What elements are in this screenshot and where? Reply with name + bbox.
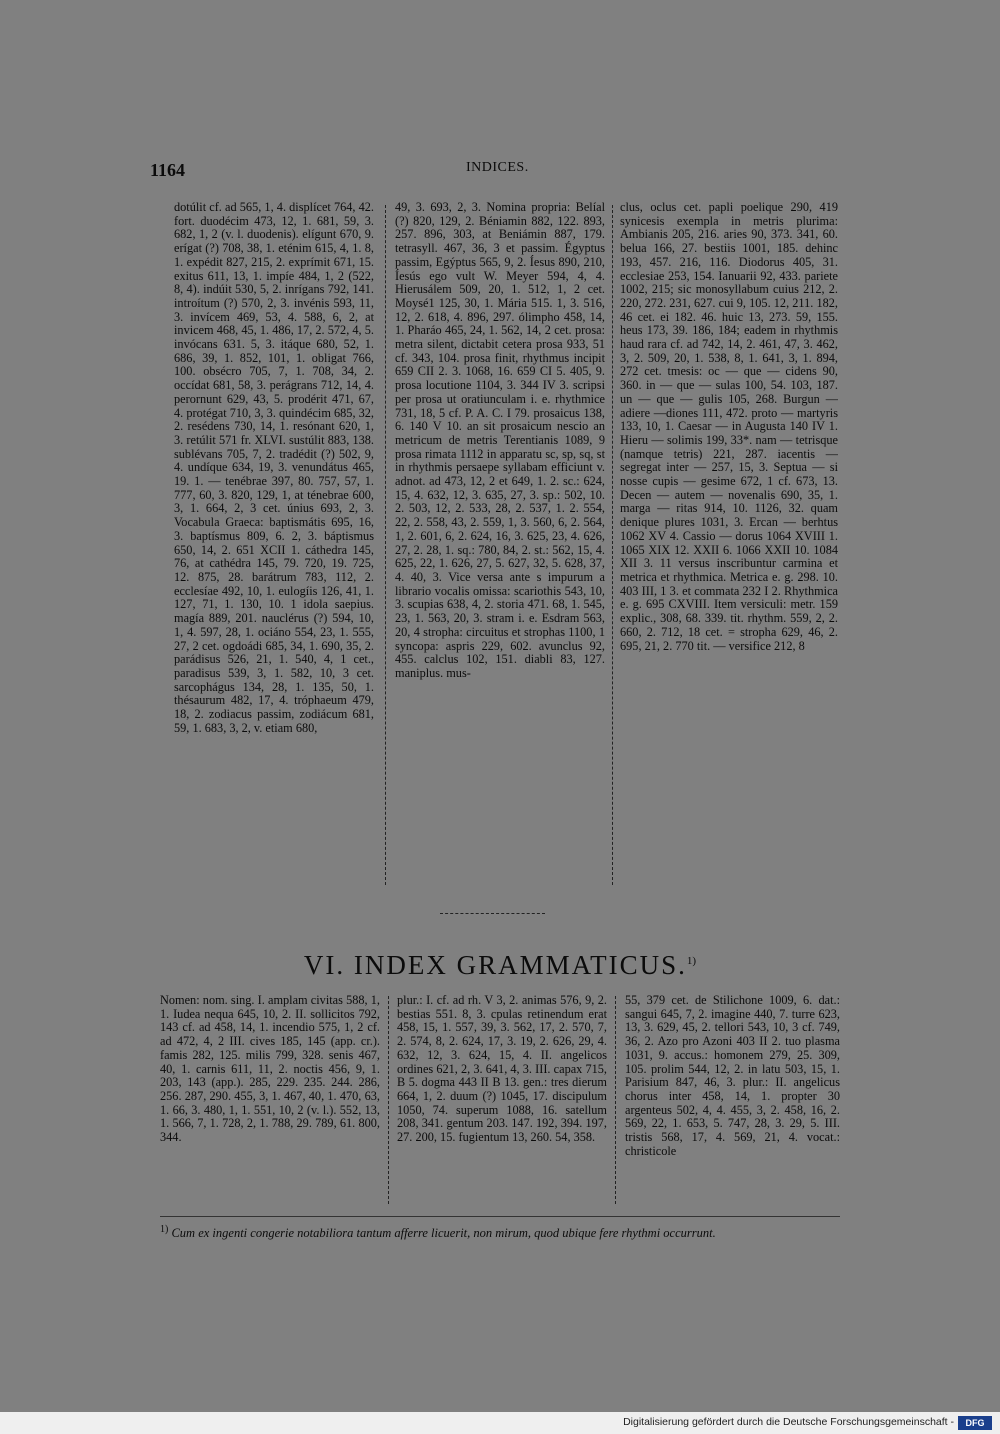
section-divider xyxy=(440,913,545,914)
footnote xyxy=(160,1222,840,1241)
index-column-2: 49, 3. 693, 2, 3. Nomina propria: Belíal (?) 820, 129, 2. Béniamin 882, 122. 893, 257. 896, 303, at Beniámin 887, 179. tetrasyll. 467, 36, 3 et passim. Égyptus passim, Egýptus 565, 9, 2. Íesus 890, 210, Íesús ego vult W. Meyer 594, 4, 4. Hierusálem 509, 20, 1. 512, 1, 2 cet. Moysé1 125, 30, 1. Mária 515. 1, 3. 516, 12, 2. 618, 4. 896, 297. ólimpho 458, 14, 1. Pharáo 465, 24, 1. 562, 14, 2 cet. prosa: metra silent, dictabit cetera prosa 933, 51 cf. 343, 104. prosa finit, rhythmus incipit 659 CII 2. 3. 1068, 16. 659 CI 5. 405, 9. prosa locutione 1104, 3. 344 IV 3. scripsi per prosa ut oratiunculam i. e. rhythmice 731, 18, 5 cf. P. A. C. I 79. prosaicus 138, 6. 140 V 10. an sit prosaicum nescio an metricum de metris Terentianis 1089, 9 prosa rimata 1112 in apparatu sc, sp, sq, st in rhythmis persaepe syllabam efficiunt v. adnot. ad 473, 12, 2 et 649, 1. 2. sc.: 624, 15, 4. 632, 12, 3. 635, 27, 3. sp.: 502, 10. 2. 503, 12, 2. 533, 28, 2. 537, 1. 2. 554, 22, 2. 558, 43, 2. 559, 1, 3. 560, 6, 2. 564, 1, 2. 601, 6, 2. 624, 16, 3. 625, 23, 4. 626, 27, 2. 28, 1. sq.: 780, 84, 2. st.: 562, 15, 4. 625, 22, 1. 626, 27, 5. 627, 32, 5. 628, 37, 4. 40, 3. Vice versa ante s impurum a librario vocalis omissa: scariothis 543, 10, 3. scupias 638, 4, 2. storia 471. 68, 1. 545, 23, 1. 563, 20, 3. stram i. e. Esdram 563, 20, 4 stropha: circuitus et strophas 1100, 1 syncopa: aspris 229, 602. avunclus 92, 455. calclus 102, 151. diabli 83, 127. maniplus. mus- xyxy=(395,201,605,680)
index-column-1: dotúlit cf. ad 565, 1, 4. displícet 764, 42. fort. duodécim 473, 12, 1. 681, 59, 3. 682, 1, 2 (v. l. duodenis). elígunt 670, 9. erígat (?) 708, 38, 1. eténim 615, 4, 1. 8, 1. expédit 827, 215, 2. exprímit 671, 15. exitus 611, 13, 1. impíe 484, 1, 2 (522, 8, 4). indúit 530, 5, 2. inrígans 792, 141. introítum (?) 570, 2, 3. invénis 593, 11, 3. invícem 469, 53, 4. 588, 6, 2, at invicem 468, 45, 1. 486, 17, 2. 572, 4, 5. invócans 631. 5, 3. itáque 680, 52, 1. 686, 39, 1. 852, 101, 1. obligat 766, 100. obsécro 705, 7, 1. 708, 34, 2. occídat 681, 58, 3. perágrans 712, 14, 4. perornunt 629, 43, 5. prodérit 471, 67, 4. protégat 710, 3, 3. quindécim 685, 32, 2. resédens 730, 14, 1. resónant 620, 1, 3. retúlit 571 fr. XLVI. sustúlit 883, 138. sublévans 705, 7, 2. tradédit (?) 502, 9, 4. undíque 634, 19, 3. venundátus 465, 19. 1. — tenébrae 397, 80. 757, 57, 1. 777, 60, 3. 820, 129, 1, at ténebrae 600, 3, 1. 664, 2, 3 cet. únius 693, 2, 3. Vocabula Graeca: baptismátis 695, 16, 3. baptísmus 809, 6. 2, 3. báptismus 650, 14, 2. 651 XCII 1. cáthedra 145, 76, at cathédra 145, 79. 720, 19. 725, 12. 875, 28. barátrum 783, 112, 2. ecclesíae 492, 10, 1. eulogíis 126, 41, 1. 127, 71, 1. 130, 10. 1 idola saepius. magía 889, 201. nauclérus (?) 594, 10, 1, 4. 597, 28, 1. ociáno 554, 23, 1. 555, 27, 2 cet. ogdoádi 685, 34, 1. 690, 35, 2. parádisus 526, 21, 1. 540, 4, 1 cet., paradisus 539, 3, 1. 582, 10, 3 cet. sarcophágus 134, 28, 1. 135, 50, 1. thésaurum 482, 17, 4. tróphaeum 479, 18, 2. zodiacus passim, zodiácum 681, 59, 1. 683, 3, 2, v. etiam 680, xyxy=(174,201,374,735)
index-column-3: clus, oclus cet. papli poelique 290, 419 synicesis exempla in metris plurima: Ambianis 205, 216. aries 90, 373. 341, 60. belua 166, 27. bestiis 1001, 185. dehinc 193, 457. 216, 116. Diodorus 405, 31. ecclesiae 253, 154. Ianuarii 92, 433. pariete 1002, 215; sic monosyllabum cuius 212, 2. 220, 272. 231, 627. cui 9, 105. 12, 211. 182, 46 cet. ei 182. 46. huic 13, 273. 59, 155. heus 173, 39. 186, 184; eadem in rhythmis haud rara cf. ad 742, 14, 2. 461, 47, 3. 462, 3, 2. 509, 20, 1. 538, 8, 1. 641, 3, 1. 894, 272 cet. tmesis: oc — que — cidens 90, 360. in — que — sulas 100, 54. 103, 187. un — que — gulis 105, 268. Burgun — adiere —diones 111, 472. proto — martyris 133, 10, 1. Caesar — in Augusta 140 IV 1. Hieru — solimis 199, 33*. nam — tetrisque (namque tetris) 221, 287. iacentis — segregat inter — 257, 15, 3. Septua — si nosse cupis — gesime 672, 1 cf. 673, 13. Decen — autem — novenalis 690, 35, 1. marga — ritas 914, 10. 1126, 32. quam denique plures 1031, 3. Ercan — berhtus 1062 XV 4. Cassio — dorus 1064 XVIII 1. 1065 XIX 12. XXII 6. 1066 XXII 10. 1084 XII 3. 11 versus inscribuntur carmina et metrica et rhythmica. Metrica e. g. 298. 10. 403 III, 1 3. et commata 232 I 2. Rhythmica e. g. 695 CXVIII. Item versiculi: metr. 159 explic., 308, 68. 339. tit. rhythm. 559, 2, 2. 660, 2. 712, 18 cet. = stropha 629, 46, 2. 695, 21, 2. 770 tit. — versifice 212, 8 xyxy=(620,201,838,653)
running-head: INDICES. xyxy=(466,160,529,175)
section-title-text: VI. INDEX GRAMMATICUS. xyxy=(303,950,687,980)
footnote-text: Cum ex ingenti congerie notabiliora tantum afferre licuerit, non mirum, quod ubique fere rhythmi occurrunt. xyxy=(171,1226,716,1241)
footnote-reference: 1) xyxy=(686,955,697,967)
section-title xyxy=(160,950,840,981)
footnote-mark: 1) xyxy=(160,1224,169,1235)
grammar-column-3: 55, 379 cet. de Stilichone 1009, 6. dat.: sangui 645, 7, 2. imagine 440, 7. turre 623, 13, 3. 629, 45, 2. tellori 543, 10, 3 cf. 749, 36, 2. Azo pro Azoni 403 II 2. tuo plasma 1031, 9. accus.: homonem 279, 25. 309, 105. prolim 544, 12, 2. in latu 503, 15, 1. Parisium 847, 46, 3. plur.: II. angelicus chorus inter 458, 14, 1. propter 30 argenteus 502, 4, 4. 455, 3, 2. 458, 16, 2. 569, 22, 1. 653, 5. 747, 28, 3. 29, 5. III. tristis 568, 17, 4. 569, 21, 4. vocat.: christicole xyxy=(625,994,840,1158)
grammar-column-2: plur.: I. cf. ad rh. V 3, 2. animas 576, 9, 2. bestias 551. 8, 3. cpulas retinendum erat 458, 15, 1. 557, 39, 3. 562, 17, 2. 570, 7, 2. 574, 8, 2. 624, 17, 3. 19, 2. 626, 29, 4. 632, 12, 3. 624, 15, 4. II. angelicos ordines 621, 2, 3. 641, 4, 3. III. capax 715, B 5. dogma 443 II B 13. gen.: tres dierum 664, 1, 2. duum (?) 1045, 17. discipulum 1050, 74. superum 1088, 16. satellum 208, 341. gentum 203. 147. 192, 394. 197, 27. 200, 15. fugientum 13, 260. 54, 358. xyxy=(397,994,607,1145)
column-rule xyxy=(615,996,617,1204)
dfg-logo[interactable]: DFG xyxy=(958,1416,992,1430)
grammar-column-1: Nomen: nom. sing. I. amplam civitas 588, 1, 1. Iudea nequa 645, 10, 2. II. sollicitos 792, 143 cf. ad 458, 14, 1. incendio 575, 1, 2 cf. ad 472, 4, 2 III. cives 185, 145 (app. cr.). famis 282, 125. milis 799, 328. senis 467, 40, 1. carnis 611, 11, 2. noctis 456, 9, 1. 203, 143 (app.). 285, 229. 235. 244. 286, 256. 287, 290. 455, 3, 1. 467, 40, 1. 470, 63, 1. 66, 3. 480, 1, 1. 551, 10, 2 (v. l.). 552, 13, 1. 566, 7, 1. 728, 2, 1. 788, 29. 789, 61. 800, 344. xyxy=(160,994,380,1145)
column-rule xyxy=(612,205,614,885)
column-rule xyxy=(388,996,390,1204)
credit-bar xyxy=(0,1412,1000,1434)
footnote-rule xyxy=(160,1216,840,1217)
page-number: 1164 xyxy=(150,160,186,180)
credit-text: Digitalisierung gefördert durch die Deutsche Forschungsgemeinschaft - xyxy=(623,1416,954,1428)
column-rule xyxy=(385,205,387,885)
